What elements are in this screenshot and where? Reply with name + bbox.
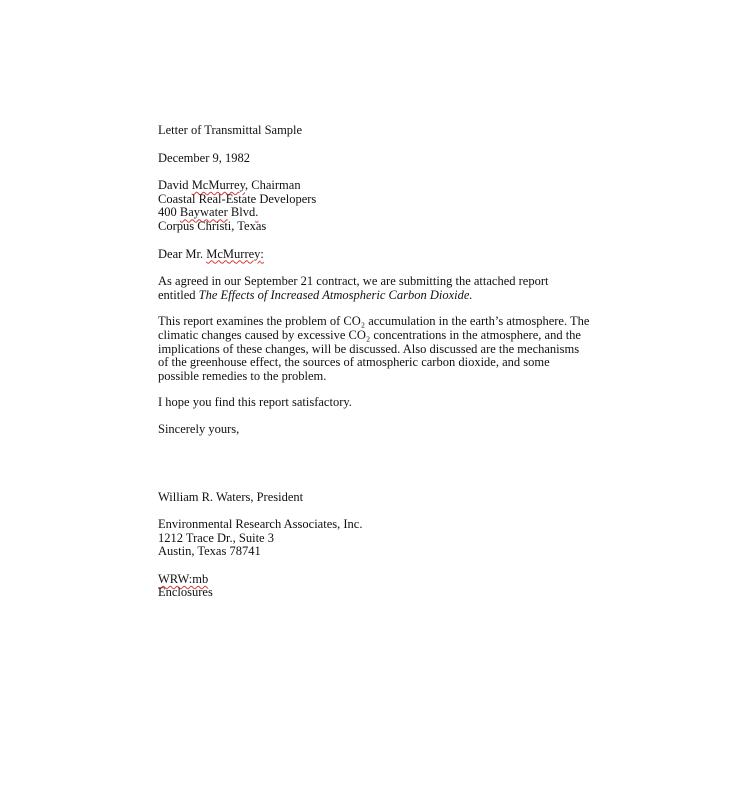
complimentary-closing: Sincerely yours, [158, 421, 240, 436]
spacer [158, 504, 598, 518]
paragraph-closing-remark: I hope you find this report satisfactory. [158, 395, 352, 410]
reference-initials [158, 573, 598, 587]
recipient-company: Coastal Real-Estate Developers [158, 191, 317, 206]
paragraph-body-line: of the greenhouse effect, the sources of atmospheric carbon dioxide, and some [158, 355, 550, 370]
paragraph-body [158, 315, 598, 383]
reference-initials-text: WRW:mb [158, 571, 209, 586]
recipient-street-name: Baywater [179, 205, 228, 220]
spacer [158, 559, 598, 573]
salutation [158, 248, 598, 262]
spacer [158, 234, 598, 248]
recipient-street-suffix: Blvd [227, 205, 256, 220]
paragraph-intro [158, 275, 598, 302]
recipient-street [158, 206, 598, 220]
sender-company: Environmental Research Associates, Inc. [158, 517, 363, 532]
sender-street: 1212 Trace Dr., Suite 3 [158, 530, 274, 545]
paragraph-intro-line-2 [158, 289, 598, 303]
salutation-punct: : [260, 246, 264, 261]
paragraph-body-line: This report examines the problem of CO₂ accumulation in the earth’s atmosphere. The [158, 314, 590, 329]
recipient-name-prefix: David [158, 178, 192, 193]
paragraph-body-line: implications of these changes, will be discussed. Also discussed are the mechanisms [158, 341, 580, 356]
letter-date: December 9, 1982 [158, 150, 250, 165]
spacer [158, 138, 598, 152]
recipient-address-block [158, 179, 598, 233]
recipient-title: , Chairman [245, 178, 301, 193]
recipient-city: Corpus Christi, Texas [158, 218, 267, 233]
paragraph-body-line: climatic changes caused by excessive CO₂ concentrations in the atmosphere, and the [158, 327, 581, 342]
paragraph-body-line: possible remedies to the problem. [158, 368, 327, 383]
recipient-street-period: . [255, 205, 259, 220]
enclosures-notation: Enclosures [158, 585, 213, 600]
spacer [158, 165, 598, 179]
sender-city: Austin, Texas 78741 [158, 544, 261, 559]
recipient-street-number: 400 [158, 205, 180, 220]
spacer [158, 410, 598, 423]
report-title: The Effects of Increased Atmospheric Carbon Dioxide. [198, 287, 473, 302]
paragraph-intro-line-1: As agreed in our September 21 contract, we are submitting the attached report [158, 274, 549, 289]
recipient-surname: McMurrey [191, 178, 246, 193]
recipient-name [158, 179, 598, 193]
letter-document [158, 124, 598, 600]
salutation-prefix: Dear Mr. [158, 246, 207, 261]
sender-address-block [158, 518, 598, 559]
spacer [158, 261, 598, 275]
paragraph-intro-prefix: entitled [158, 287, 199, 302]
salutation-name: McMurrey [206, 246, 261, 261]
signature-space [158, 437, 598, 491]
letter-heading: Letter of Transmittal Sample [158, 123, 303, 137]
signer-name: William R. Waters, President [158, 489, 304, 504]
